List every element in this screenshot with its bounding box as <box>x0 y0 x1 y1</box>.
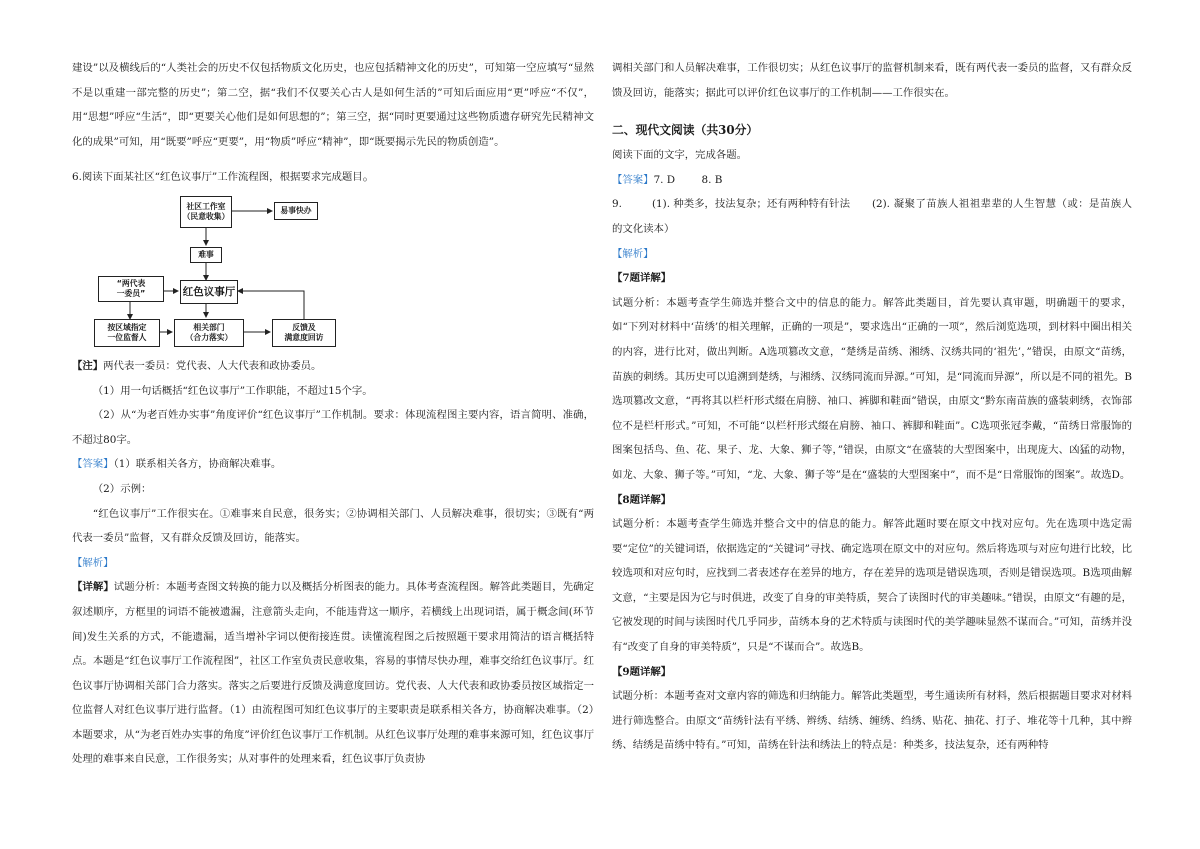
two-reps-label: “两代表 <box>116 278 146 288</box>
answer-2: “红色议事厅”工作很实在。①难事来自民意，很务实；②协调相关部门、人员解决难事，很切实；③既有“两代表一委员”监督，又有群众反馈及回访，能落实。 <box>72 507 594 545</box>
red-hall-label: 红色议事厅 <box>182 285 236 298</box>
note-text: 两代表一委员：党代表、人大代表和政协委员。 <box>103 359 322 372</box>
analysis-label: 【解析】 <box>612 247 654 260</box>
detail-9: 试题分析：本题考查对文章内容的筛选和归纳能力。解答此类题型，考生通读所有材料，然后根据题目要求对材料进行筛选整合。由原文“苗绣针法有平绣、辫绣、结绣、缠绣、绉绣、贴花、抽花、打子、堆花等十几种，其中辫绣、结绣是苗绣中特有。”可知，苗绣在针法和绣法上的特点是：种类多，技法复杂，还有两种特 <box>612 690 1132 752</box>
hard-matters-box <box>190 247 222 263</box>
hard-matters-label: 难事 <box>198 249 214 259</box>
two-reps-sub: 一委员” <box>116 288 146 298</box>
q9-number: 9. <box>612 198 622 211</box>
right-column <box>612 56 1132 758</box>
feedback-label: 反馈及 <box>292 322 316 332</box>
feedback-sub: 满意度回访 <box>284 332 324 342</box>
detail-7-label: 【7题详解】 <box>612 272 672 285</box>
supervisor-label: 按区域指定 <box>107 322 147 332</box>
easy-matters-box <box>274 202 318 220</box>
sub-question-1: （1）用一句话概括“红色议事厅”工作职能，不超过15个字。 <box>92 384 373 397</box>
detail-text: 试题分析：本题考查图文转换的能力以及概括分析图表的能力。具体考查流程图。解答此类题目，先确定叙述顺序，方框里的词语不能被遗漏，注意箭头走向，不能违背这一顺序，若横线上出现词语，属于概念间(环节间)发生关系的方式，不能遗漏，适当增补字词以便衔接连贯。读懂流程图之后按照题干要求用简洁的语言概括特点。本题是“红色议事厅工作流程图”，社区工作室负责民意收集，容易的事情尽快办理，难事交给红色议事厅。红色议事厅协调相关部门合力落实。落实之后要进行反馈及满意度回访。党代表、人大代表和政协委员按区域指定一位监督人对红色议事厅进行监督。（1）由流程图可知红色议事厅的主要职责是联系相关各方，协商解决难事。（2）本题要求，从“为老百姓办实事的角度”评价红色议事厅工作机制。从红色议事厅处理的难事来源可知，红色议事厅处理的难事来自民意，工作很务实；从对事件的处理来看，红色议事厅负责协 <box>72 581 594 766</box>
answer <box>612 168 1132 193</box>
detail-8: 试题分析：本题考查学生筛选并整合文中的信息的能力。解答此题时要在原文中找对应句。先在选项中选定需要“定位”的关键词语，依据选定的“关键词”寻找、确定选项在原文中的对应句。然后将选项与对应句进行比较，比较选项和对应句时，应找到二者表述存在差异的地方，存在差异的选项是错误选项，否则是错误选项。B选项曲解文意，“主要是因为它与时俱进，改变了自身的审美特质，契合了读图时代的审美趣味。”错误，由原文“有趣的是，它被发现的时间与读图时代几乎同步，苗绣本身的艺术特质与读图时代的美学趣味显然不谋而合。”可知，苗绣并没有“改变了自身的审美特质”，只是“不谋而合”。故选B。 <box>612 518 1132 654</box>
detail-8-label: 【8题详解】 <box>612 493 672 506</box>
answer <box>72 452 594 477</box>
answer-9 <box>612 192 1132 241</box>
easy-matters-label: 易事快办 <box>280 205 312 215</box>
two-reps-box <box>98 276 164 302</box>
departments-box <box>174 319 244 347</box>
answer-label: 【答案】 <box>612 173 654 186</box>
community-office-label: 社区工作室 <box>186 201 226 211</box>
analysis-label: 【解析】 <box>72 556 114 569</box>
question-6-text: 6.阅读下面某社区“红色议事厅”工作流程图，根据要求完成题目 <box>72 171 363 184</box>
question-6 <box>72 164 594 190</box>
paragraph: 调相关部门和人员解决难事，工作很切实；从红色议事厅的监督机制来看，既有两代表一委员的监督，又有群众反馈及回访，能落实；据此可以评价红色议事厅的工作机制——工作很实在。 <box>612 62 1132 99</box>
note <box>72 354 594 379</box>
departments-label: 相关部门 <box>193 322 225 332</box>
note-label: 【注】 <box>72 359 104 372</box>
red-hall-box <box>180 280 238 304</box>
instruction: 阅读下面的文字，完成各题。 <box>612 149 748 162</box>
community-office-box <box>180 196 232 228</box>
feedback-box <box>272 319 336 347</box>
sub-question-2: （2）从“为老百姓办实事”角度评价“红色议事厅”工作机制。要求：体现流程图主要内容，语言简明、准确，不超过80字。 <box>72 409 594 446</box>
left-column <box>72 56 594 772</box>
community-office-sub: （民意收集） <box>182 211 230 221</box>
detail <box>72 575 594 772</box>
answer-2-label: （2）示例： <box>92 482 152 495</box>
q9-part-b: (2). 凝聚了苗族人祖祖辈辈的人生智慧（或：是苗族人的文化读本） <box>612 198 1132 235</box>
answer-1: （1）联系相关各方，协商解决难事。 <box>113 458 282 471</box>
detail-9-label: 【9题详解】 <box>612 665 672 678</box>
answers-7-8: 7. D 8. B <box>653 173 723 186</box>
section-heading: 二、现代文阅读（共30分） <box>612 123 759 138</box>
question-6-mark: 。 <box>362 169 375 184</box>
departments-sub: （合力落实） <box>185 332 233 342</box>
supervisor-box <box>94 319 160 347</box>
answer-label: 【答案】 <box>72 458 114 471</box>
q9-part-a: (1). 种类多，技法复杂；还有两种特有针法 <box>652 198 850 211</box>
paragraph: 建设”以及横线后的“人类社会的历史不仅包括物质文化历史，也应包括精神文化的历史”，可知第一空应填写“显然不是以重建一部完整的历史”；第二空，据“我们不仅要关心古人是如何生活的”可知后面应用“更”呼应“不仅”，用“思想”呼应“生活”，即“更要关心他们是如何思想的”；第三空，据“同时更要通过这些物质遗存研究先民精神文化的成果”可知，用“既要”呼应“更要”，用“物质”呼应“精神”，即“既要揭示先民的物质创造”。 <box>72 62 594 148</box>
detail-7: 试题分析：本题考查学生筛选并整合文中的信息的能力。解答此类题目，首先要认真审题，明确题干的要求，如“下列对材料中‘苗绣’的相关理解，正确的一项是”，要求选出“正确的一项”，然后浏览选项，到材料中圈出相关的内容，进行比对，做出判断。A选项篡改文意，“楚绣是苗绣、湘绣、汉绣共同的‘祖先’，”错误，由原文“苗绣，苗族的刺绣。其历史可以追溯到楚绣，与湘绣、汉绣同流而异源。”可知，是“同流而异源”，所以是不同的祖先。B选项篡改文意，“再将其以栏杆形式缀在肩膀、袖口、裤脚和鞋面”错误，由原文“黔东南苗族的盛装刺绣，衣饰部位不是栏杆形式。”可知，不可能“以栏杆形式缀在肩膀、袖口、裤脚和鞋面”。C选项张冠李戴，“苗绣日常服饰的图案包括鸟、鱼、花、果子、龙、大象、狮子等，”错误，由原文“在盛装的大型图案中，出现庞大、凶猛的动物，如龙、大象、狮子等。”可知，“龙、大象、狮子等”是在“盛装的大型图案中”，而不是“日常服饰的图案”。故选D。 <box>612 296 1132 481</box>
detail-label: 【详解】 <box>72 581 114 594</box>
flowchart <box>84 194 384 354</box>
supervisor-sub: 一位监督人 <box>107 332 147 342</box>
